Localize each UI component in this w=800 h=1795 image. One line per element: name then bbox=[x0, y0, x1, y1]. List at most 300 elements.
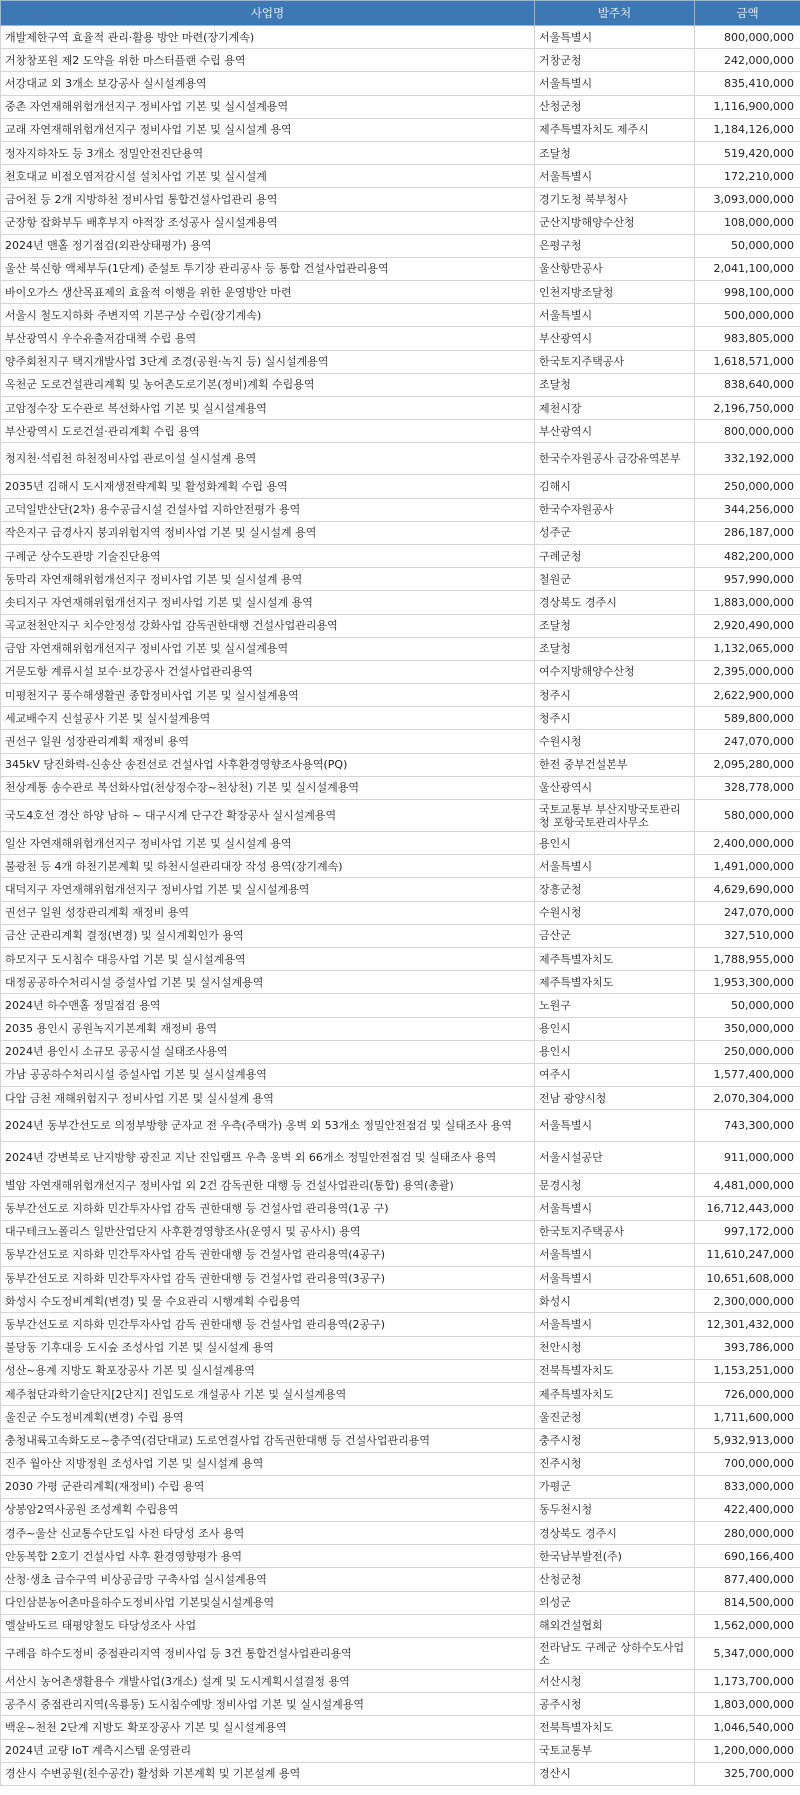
table-row bbox=[1, 637, 800, 660]
project-name-cell: 서산시 농어촌생활용수 개발사업(3개소) 설계 및 도시계획시설결정 용역 bbox=[1, 1670, 535, 1693]
table-row bbox=[1, 1475, 800, 1498]
amount-cell: 332,192,000 bbox=[695, 443, 800, 475]
project-name-cell: 동부간선도로 지하화 민간투자사업 감독 권한대행 등 건설사업 관리용역(1공 구) bbox=[1, 1197, 535, 1220]
client-cell: 부산광역시 bbox=[535, 327, 695, 350]
client-cell: 금산군 bbox=[535, 924, 695, 947]
table-row bbox=[1, 971, 800, 994]
table-row bbox=[1, 1063, 800, 1086]
table-row bbox=[1, 776, 800, 799]
table-row bbox=[1, 1197, 800, 1220]
project-name-cell: 충청내륙고속화도로~충주역(검단대교) 도로연결사업 감독권한대행 등 건설사업관리용역 bbox=[1, 1429, 535, 1452]
project-name-cell: 2024년 교량 IoT 계측시스템 운영관리 bbox=[1, 1739, 535, 1762]
project-name-cell: 미평천지구 풍수해생활권 종합정비사업 기본 및 실시설계용역 bbox=[1, 684, 535, 707]
amount-cell: 4,629,690,000 bbox=[695, 878, 800, 901]
client-cell: 화성시 bbox=[535, 1290, 695, 1313]
client-cell: 한국남부발전(주) bbox=[535, 1545, 695, 1568]
table-row bbox=[1, 498, 800, 521]
table-row bbox=[1, 994, 800, 1017]
project-name-cell: 금산 군관리계획 결정(변경) 및 실시계획인가 용역 bbox=[1, 924, 535, 947]
amount-cell: 1,883,000,000 bbox=[695, 591, 800, 614]
table-row bbox=[1, 521, 800, 544]
table-row bbox=[1, 72, 800, 95]
table-row bbox=[1, 1017, 800, 1040]
client-cell: 수원시청 bbox=[535, 730, 695, 753]
client-cell: 한국토지주택공사 bbox=[535, 1220, 695, 1243]
client-cell: 용인시 bbox=[535, 832, 695, 855]
amount-cell: 108,000,000 bbox=[695, 211, 800, 234]
amount-cell: 280,000,000 bbox=[695, 1522, 800, 1545]
client-cell: 서울특별시 bbox=[535, 1243, 695, 1266]
client-cell: 서울특별시 bbox=[535, 26, 695, 49]
table-row bbox=[1, 1359, 800, 1382]
table-row bbox=[1, 304, 800, 327]
project-name-cell: 작은지구 급경사지 붕괴위험지역 정비사업 기본 및 실시설계 용역 bbox=[1, 521, 535, 544]
table-row bbox=[1, 475, 800, 498]
client-cell: 경기도청 북부청사 bbox=[535, 188, 695, 211]
table-row bbox=[1, 1614, 800, 1637]
amount-cell: 12,301,432,000 bbox=[695, 1313, 800, 1336]
client-cell: 서울특별시 bbox=[535, 1313, 695, 1336]
amount-cell: 911,000,000 bbox=[695, 1142, 800, 1174]
project-name-cell: 다압 금천 재해위험지구 정비사업 기본 및 실시설계 용역 bbox=[1, 1087, 535, 1110]
table-row bbox=[1, 188, 800, 211]
client-cell: 노원구 bbox=[535, 994, 695, 1017]
table-row bbox=[1, 1591, 800, 1614]
amount-cell: 10,651,608,000 bbox=[695, 1267, 800, 1290]
project-name-cell: 경산시 수변공원(친수공간) 활성화 기본계획 및 기본설계 용역 bbox=[1, 1762, 535, 1785]
client-cell: 서울특별시 bbox=[535, 304, 695, 327]
amount-cell: 690,166,400 bbox=[695, 1545, 800, 1568]
client-cell: 군산지방해양수산청 bbox=[535, 211, 695, 234]
project-name-cell: 산청·생초 급수구역 비상공급망 구축사업 실시설계용역 bbox=[1, 1568, 535, 1591]
client-cell: 한전 중부건설본부 bbox=[535, 753, 695, 776]
project-name-header: 사업명 bbox=[1, 1, 535, 26]
amount-cell: 743,300,000 bbox=[695, 1110, 800, 1142]
table-row bbox=[1, 397, 800, 420]
table-row bbox=[1, 165, 800, 188]
amount-cell: 5,347,000,000 bbox=[695, 1638, 800, 1670]
table-row bbox=[1, 1716, 800, 1739]
client-cell: 조달청 bbox=[535, 141, 695, 164]
amount-cell: 328,778,000 bbox=[695, 776, 800, 799]
project-name-cell: 구례군 상수도관망 기술진단용역 bbox=[1, 544, 535, 567]
client-cell: 거창군청 bbox=[535, 49, 695, 72]
amount-cell: 997,172,000 bbox=[695, 1220, 800, 1243]
amount-cell: 838,640,000 bbox=[695, 373, 800, 396]
project-name-cell: 2035 용인시 공원녹지기본계획 재정비 용역 bbox=[1, 1017, 535, 1040]
amount-cell: 250,000,000 bbox=[695, 475, 800, 498]
project-name-cell: 2024년 용인시 소규모 공공시설 실태조사용역 bbox=[1, 1040, 535, 1063]
amount-cell: 2,920,490,000 bbox=[695, 614, 800, 637]
amount-cell: 800,000,000 bbox=[695, 26, 800, 49]
client-cell: 장흥군청 bbox=[535, 878, 695, 901]
amount-cell: 1,046,540,000 bbox=[695, 1716, 800, 1739]
project-name-cell: 서강대교 외 3개소 보강공사 실시설계용역 bbox=[1, 72, 535, 95]
client-cell: 서산시청 bbox=[535, 1670, 695, 1693]
table-row bbox=[1, 1290, 800, 1313]
amount-cell: 2,300,000,000 bbox=[695, 1290, 800, 1313]
table-row bbox=[1, 660, 800, 683]
client-cell: 울진군청 bbox=[535, 1406, 695, 1429]
project-name-cell: 권선구 일원 성장관리계획 재정비 용역 bbox=[1, 901, 535, 924]
project-name-cell: 금어천 등 2개 지방하천 정비사업 통합건설사업관리 용역 bbox=[1, 188, 535, 211]
project-name-cell: 가남 공공하수처리시설 증설사업 기본 및 실시설계용역 bbox=[1, 1063, 535, 1086]
amount-cell: 350,000,000 bbox=[695, 1017, 800, 1040]
amount-cell: 247,070,000 bbox=[695, 901, 800, 924]
amount-cell: 519,420,000 bbox=[695, 141, 800, 164]
table-row bbox=[1, 1220, 800, 1243]
amount-cell: 242,000,000 bbox=[695, 49, 800, 72]
amount-cell: 983,805,000 bbox=[695, 327, 800, 350]
table-row bbox=[1, 49, 800, 72]
client-cell: 동두천시청 bbox=[535, 1498, 695, 1521]
table-row bbox=[1, 443, 800, 475]
client-cell: 성주군 bbox=[535, 521, 695, 544]
table-body bbox=[1, 26, 800, 1786]
table-row bbox=[1, 730, 800, 753]
table-row bbox=[1, 753, 800, 776]
project-name-cell: 불당동 기후대응 도시숲 조성사업 기본 및 실시설계 용역 bbox=[1, 1336, 535, 1359]
project-name-cell: 대구테크노폴리스 일반산업단지 사후환경영향조사(운영시 및 공사시) 용역 bbox=[1, 1220, 535, 1243]
project-name-cell: 화성시 수도정비계획(변경) 및 물 수요관리 시행계획 수립용역 bbox=[1, 1290, 535, 1313]
amount-cell: 1,200,000,000 bbox=[695, 1739, 800, 1762]
amount-cell: 327,510,000 bbox=[695, 924, 800, 947]
amount-cell: 500,000,000 bbox=[695, 304, 800, 327]
table-row bbox=[1, 1545, 800, 1568]
client-cell: 제천시장 bbox=[535, 397, 695, 420]
amount-header: 금액 bbox=[695, 1, 800, 26]
project-name-cell: 금암 자연재해위험개선지구 정비사업 기본 및 실시설계용역 bbox=[1, 637, 535, 660]
amount-cell: 700,000,000 bbox=[695, 1452, 800, 1475]
client-cell: 청주시 bbox=[535, 684, 695, 707]
amount-cell: 250,000,000 bbox=[695, 1040, 800, 1063]
amount-cell: 800,000,000 bbox=[695, 420, 800, 443]
project-name-cell: 안동복합 2호기 건설사업 사후 환경영향평가 용역 bbox=[1, 1545, 535, 1568]
amount-cell: 580,000,000 bbox=[695, 800, 800, 832]
amount-cell: 393,786,000 bbox=[695, 1336, 800, 1359]
table-header-row bbox=[1, 1, 800, 26]
project-name-cell: 동부간선도로 지하화 민간투자사업 감독 권한대행 등 건설사업 관리용역(4공구) bbox=[1, 1243, 535, 1266]
table-row bbox=[1, 95, 800, 118]
client-cell: 전라남도 구례군 상하수도사업소 bbox=[535, 1638, 695, 1670]
amount-cell: 1,116,900,000 bbox=[695, 95, 800, 118]
client-cell: 김해시 bbox=[535, 475, 695, 498]
amount-cell: 2,400,000,000 bbox=[695, 832, 800, 855]
client-cell: 한국수자원공사 bbox=[535, 498, 695, 521]
client-cell: 용인시 bbox=[535, 1017, 695, 1040]
amount-cell: 814,500,000 bbox=[695, 1591, 800, 1614]
project-name-cell: 2030 가평 군관리계획(재정비) 수립 용역 bbox=[1, 1475, 535, 1498]
client-cell: 인천지방조달청 bbox=[535, 281, 695, 304]
table-row bbox=[1, 1174, 800, 1197]
client-cell: 구례군청 bbox=[535, 544, 695, 567]
table-row bbox=[1, 1040, 800, 1063]
project-name-cell: 백운~천천 2단계 지방도 확포장공사 기본 및 실시설계용역 bbox=[1, 1716, 535, 1739]
amount-cell: 325,700,000 bbox=[695, 1762, 800, 1785]
client-cell: 서울특별시 bbox=[535, 1267, 695, 1290]
table-row bbox=[1, 1429, 800, 1452]
client-cell: 산청군청 bbox=[535, 95, 695, 118]
table-row bbox=[1, 832, 800, 855]
client-cell: 용인시 bbox=[535, 1040, 695, 1063]
project-name-cell: 부산광역시 우수유출저감대책 수립 용역 bbox=[1, 327, 535, 350]
project-name-cell: 양주회천지구 택지개발사업 3단계 조경(공원·녹지 등) 실시설계용역 bbox=[1, 350, 535, 373]
amount-cell: 726,000,000 bbox=[695, 1382, 800, 1405]
client-cell: 여주시 bbox=[535, 1063, 695, 1086]
amount-cell: 2,395,000,000 bbox=[695, 660, 800, 683]
client-cell: 공주시청 bbox=[535, 1693, 695, 1716]
project-name-cell: 국도4호선 경산 하양 남하 ~ 대구시계 단구간 확장공사 실시설계용역 bbox=[1, 800, 535, 832]
project-name-cell: 2024년 동부간선도로 의정부방향 군자교 전 우측(주택가) 옹벽 외 53개소 정밀안전점검 및 실태조사 용역 bbox=[1, 1110, 535, 1142]
amount-cell: 172,210,000 bbox=[695, 165, 800, 188]
table-row bbox=[1, 800, 800, 832]
table-row bbox=[1, 1762, 800, 1785]
client-cell: 산청군청 bbox=[535, 1568, 695, 1591]
client-cell: 경상북도 경주시 bbox=[535, 1522, 695, 1545]
amount-cell: 422,400,000 bbox=[695, 1498, 800, 1521]
amount-cell: 2,622,900,000 bbox=[695, 684, 800, 707]
project-name-cell: 중촌 자연재해위험개선지구 정비사업 기본 및 실시설계용역 bbox=[1, 95, 535, 118]
project-name-cell: 하모지구 도시침수 대응사업 기본 및 실시설계용역 bbox=[1, 947, 535, 970]
project-name-cell: 울산 북신항 액체부두(1단계) 준설토 투기장 관리공사 등 통합 건설사업관리용역 bbox=[1, 257, 535, 280]
table-row bbox=[1, 568, 800, 591]
amount-cell: 247,070,000 bbox=[695, 730, 800, 753]
client-cell: 수원시청 bbox=[535, 901, 695, 924]
project-name-cell: 진주 월아산 지방정원 조성사업 기본 및 실시설계 용역 bbox=[1, 1452, 535, 1475]
table-row bbox=[1, 1406, 800, 1429]
client-cell: 제주특별자치도 제주시 bbox=[535, 118, 695, 141]
table-row bbox=[1, 1243, 800, 1266]
project-name-cell: 대정공공하수처리시설 증설사업 기본 및 실시설계용역 bbox=[1, 971, 535, 994]
amount-cell: 998,100,000 bbox=[695, 281, 800, 304]
project-name-cell: 2035년 김해시 도시재생전략계획 및 활성화계획 수립 용역 bbox=[1, 475, 535, 498]
table-row bbox=[1, 1142, 800, 1174]
project-name-cell: 동부간선도로 지하화 민간투자사업 감독 권한대행 등 건설사업 관리용역(2공구) bbox=[1, 1313, 535, 1336]
project-name-cell: 대덕지구 자연재해위험개선지구 정비사업 기본 및 실시설계용역 bbox=[1, 878, 535, 901]
amount-cell: 1,132,065,000 bbox=[695, 637, 800, 660]
table-row bbox=[1, 1336, 800, 1359]
table-row bbox=[1, 901, 800, 924]
project-name-cell: 공주시 중점관리지역(옥룡동) 도시침수예방 정비사업 기본 및 실시설계용역 bbox=[1, 1693, 535, 1716]
client-cell: 서울시설공단 bbox=[535, 1142, 695, 1174]
amount-cell: 50,000,000 bbox=[695, 234, 800, 257]
client-cell: 전남 광양시청 bbox=[535, 1087, 695, 1110]
project-name-cell: 제주첨단과학기술단지[2단지] 진입도로 개설공사 기본 및 실시설계용역 bbox=[1, 1382, 535, 1405]
amount-cell: 1,953,300,000 bbox=[695, 971, 800, 994]
table-row bbox=[1, 141, 800, 164]
table-row bbox=[1, 1498, 800, 1521]
table-row bbox=[1, 350, 800, 373]
table-row bbox=[1, 924, 800, 947]
table-row bbox=[1, 118, 800, 141]
amount-cell: 835,410,000 bbox=[695, 72, 800, 95]
table-row bbox=[1, 878, 800, 901]
client-cell: 조달청 bbox=[535, 373, 695, 396]
table-row bbox=[1, 1087, 800, 1110]
table-row bbox=[1, 1452, 800, 1475]
table-row bbox=[1, 281, 800, 304]
table-row bbox=[1, 1382, 800, 1405]
table-row bbox=[1, 1693, 800, 1716]
client-cell: 청주시 bbox=[535, 707, 695, 730]
project-name-cell: 경주~울산 신교통수단도입 사전 타당성 조사 용역 bbox=[1, 1522, 535, 1545]
client-cell: 조달청 bbox=[535, 637, 695, 660]
amount-cell: 482,200,000 bbox=[695, 544, 800, 567]
table-row bbox=[1, 1522, 800, 1545]
project-name-cell: 곡교천천안지구 치수안정성 강화사업 감독권한대행 건설사업관리용역 bbox=[1, 614, 535, 637]
project-name-cell: 별암 자연재해위험개선지구 정비사업 외 2건 감독권한 대행 등 건설사업관리(통합) 용역(총괄) bbox=[1, 1174, 535, 1197]
project-name-cell: 서울시 철도지하화 주변지역 기본구상 수립(장기계속) bbox=[1, 304, 535, 327]
project-name-cell: 울진군 수도정비계획(변경) 수립 용역 bbox=[1, 1406, 535, 1429]
project-name-cell: 일산 자연재해위험개선지구 정비사업 기본 및 실시설계 용역 bbox=[1, 832, 535, 855]
amount-cell: 4,481,000,000 bbox=[695, 1174, 800, 1197]
project-name-cell: 솟티지구 자연재해위험개선지구 정비사업 기본 및 실시설계 용역 bbox=[1, 591, 535, 614]
client-cell: 제주특별자치도 bbox=[535, 947, 695, 970]
table-row bbox=[1, 684, 800, 707]
project-name-cell: 개발제한구역 효율적 관리·활용 방안 마련(장기계속) bbox=[1, 26, 535, 49]
project-name-cell: 동부간선도로 지하화 민간투자사업 감독 권한대행 등 건설사업 관리용역(3공구) bbox=[1, 1267, 535, 1290]
table-row bbox=[1, 26, 800, 49]
project-name-cell: 불광천 등 4개 하천기본계획 및 하천시설관리대장 작성 용역(장기계속) bbox=[1, 855, 535, 878]
amount-cell: 877,400,000 bbox=[695, 1568, 800, 1591]
amount-cell: 50,000,000 bbox=[695, 994, 800, 1017]
client-cell: 전북특별자치도 bbox=[535, 1359, 695, 1382]
amount-cell: 1,618,571,000 bbox=[695, 350, 800, 373]
client-cell: 문경시청 bbox=[535, 1174, 695, 1197]
amount-cell: 1,711,600,000 bbox=[695, 1406, 800, 1429]
client-cell: 해외건설협회 bbox=[535, 1614, 695, 1637]
project-name-cell: 엘살바도르 태평양철도 타당성조사 사업 bbox=[1, 1614, 535, 1637]
project-name-cell: 군장항 잡화부두 배후부지 야적장 조성공사 실시설계용역 bbox=[1, 211, 535, 234]
amount-cell: 1,562,000,000 bbox=[695, 1614, 800, 1637]
client-cell: 제주특별자치도 bbox=[535, 971, 695, 994]
client-cell: 경상북도 경주시 bbox=[535, 591, 695, 614]
project-name-cell: 상봉암2역사공원 조성계획 수립용역 bbox=[1, 1498, 535, 1521]
table-row bbox=[1, 614, 800, 637]
table-row bbox=[1, 1739, 800, 1762]
client-cell: 국토교통부 부산지방국토관리청 포항국토관리사무소 bbox=[535, 800, 695, 832]
project-name-cell: 다인삼분농어촌마을하수도정비사업 기본및실시설계용역 bbox=[1, 1591, 535, 1614]
client-cell: 진주시청 bbox=[535, 1452, 695, 1475]
client-cell: 은평구청 bbox=[535, 234, 695, 257]
project-name-cell: 거창창포원 제2 도약을 위한 마스터플랜 수립 용역 bbox=[1, 49, 535, 72]
client-cell: 국토교통부 bbox=[535, 1739, 695, 1762]
project-name-cell: 2024년 맨홀 정기점검(외관상태평가) 용역 bbox=[1, 234, 535, 257]
amount-cell: 1,577,400,000 bbox=[695, 1063, 800, 1086]
amount-cell: 833,000,000 bbox=[695, 1475, 800, 1498]
amount-cell: 2,095,280,000 bbox=[695, 753, 800, 776]
amount-cell: 2,196,750,000 bbox=[695, 397, 800, 420]
client-cell: 한국토지주택공사 bbox=[535, 350, 695, 373]
amount-cell: 5,932,913,000 bbox=[695, 1429, 800, 1452]
table-row bbox=[1, 234, 800, 257]
client-cell: 의성군 bbox=[535, 1591, 695, 1614]
project-name-cell: 청지천·석림천 하천정비사업 관로이설 실시설계 용역 bbox=[1, 443, 535, 475]
table-row bbox=[1, 544, 800, 567]
client-cell: 울산광역시 bbox=[535, 776, 695, 799]
client-cell: 조달청 bbox=[535, 614, 695, 637]
client-cell: 서울특별시 bbox=[535, 72, 695, 95]
project-name-cell: 부산광역시 도로건설·관리계획 수립 용역 bbox=[1, 420, 535, 443]
project-name-cell: 옥천군 도로건설관리계획 및 농어촌도로기본(정비)계획 수립용역 bbox=[1, 373, 535, 396]
client-cell: 가평군 bbox=[535, 1475, 695, 1498]
project-name-cell: 345kV 당진화력-신송산 송전선로 건설사업 사후환경영향조사용역(PQ) bbox=[1, 753, 535, 776]
table-row bbox=[1, 327, 800, 350]
table-row bbox=[1, 947, 800, 970]
client-cell: 서울특별시 bbox=[535, 855, 695, 878]
table-row bbox=[1, 211, 800, 234]
table-row bbox=[1, 420, 800, 443]
amount-cell: 3,093,000,000 bbox=[695, 188, 800, 211]
client-cell: 경산시 bbox=[535, 1762, 695, 1785]
client-cell: 서울특별시 bbox=[535, 165, 695, 188]
table-row bbox=[1, 1313, 800, 1336]
project-name-cell: 교래 자연재해위험개선지구 정비사업 기본 및 실시설계 용역 bbox=[1, 118, 535, 141]
client-cell: 한국수자원공사 금강유역본부 bbox=[535, 443, 695, 475]
project-name-cell: 2024년 하수맨홀 정밀점검 용역 bbox=[1, 994, 535, 1017]
amount-cell: 1,803,000,000 bbox=[695, 1693, 800, 1716]
client-cell: 부산광역시 bbox=[535, 420, 695, 443]
table-row bbox=[1, 1267, 800, 1290]
amount-cell: 1,153,251,000 bbox=[695, 1359, 800, 1382]
amount-cell: 286,187,000 bbox=[695, 521, 800, 544]
table-row bbox=[1, 257, 800, 280]
amount-cell: 344,256,000 bbox=[695, 498, 800, 521]
client-cell: 여수지방해양수산청 bbox=[535, 660, 695, 683]
project-name-cell: 성산~용계 지방도 확포장공사 기본 및 실시설계용역 bbox=[1, 1359, 535, 1382]
client-cell: 서울특별시 bbox=[535, 1110, 695, 1142]
amount-cell: 11,610,247,000 bbox=[695, 1243, 800, 1266]
project-name-cell: 고덕일반산단(2차) 용수공급시설 건설사업 지하안전평가 용역 bbox=[1, 498, 535, 521]
client-cell: 충주시청 bbox=[535, 1429, 695, 1452]
project-name-cell: 구례읍 하수도정비 중점관리지역 정비사업 등 3건 통합건설사업관리용역 bbox=[1, 1638, 535, 1670]
client-cell: 울산항만공사 bbox=[535, 257, 695, 280]
client-cell: 전북특별자치도 bbox=[535, 1716, 695, 1739]
amount-cell: 957,990,000 bbox=[695, 568, 800, 591]
table-row bbox=[1, 1638, 800, 1670]
project-name-cell: 거문도항 계류시설 보수·보강공사 건설사업관리용역 bbox=[1, 660, 535, 683]
amount-cell: 1,788,955,000 bbox=[695, 947, 800, 970]
project-name-cell: 정자지하차도 등 3개소 정밀안전진단용역 bbox=[1, 141, 535, 164]
project-name-cell: 바이오가스 생산목표제의 효율적 이행을 위한 운영방안 마련 bbox=[1, 281, 535, 304]
amount-cell: 16,712,443,000 bbox=[695, 1197, 800, 1220]
amount-cell: 1,491,000,000 bbox=[695, 855, 800, 878]
amount-cell: 2,041,100,000 bbox=[695, 257, 800, 280]
table-row bbox=[1, 373, 800, 396]
client-header: 발주처 bbox=[535, 1, 695, 26]
table-row bbox=[1, 855, 800, 878]
project-name-cell: 고암정수장 도수관로 복선화사업 기본 및 실시설계용역 bbox=[1, 397, 535, 420]
project-name-cell: 천호대교 비점오염저감시설 설치사업 기본 및 실시설계 bbox=[1, 165, 535, 188]
amount-cell: 2,070,304,000 bbox=[695, 1087, 800, 1110]
client-cell: 서울특별시 bbox=[535, 1197, 695, 1220]
table-row bbox=[1, 1110, 800, 1142]
project-name-cell: 2024년 강변북로 난지방향 광진교 지난 진입램프 우측 옹벽 외 66개소 정밀안전점검 및 실태조사 용역 bbox=[1, 1142, 535, 1174]
table-row bbox=[1, 1670, 800, 1693]
amount-cell: 1,173,700,000 bbox=[695, 1670, 800, 1693]
table-row bbox=[1, 707, 800, 730]
project-name-cell: 권선구 일원 성장관리계획 재정비 용역 bbox=[1, 730, 535, 753]
table-row bbox=[1, 1568, 800, 1591]
client-cell: 철원군 bbox=[535, 568, 695, 591]
amount-cell: 1,184,126,000 bbox=[695, 118, 800, 141]
table-row bbox=[1, 591, 800, 614]
project-name-cell: 동막리 자연재해위험개선지구 정비사업 기본 및 실시설계 용역 bbox=[1, 568, 535, 591]
project-name-cell: 세교배수지 신설공사 기본 및 실시설계용역 bbox=[1, 707, 535, 730]
client-cell: 제주특별자치도 bbox=[535, 1382, 695, 1405]
client-cell: 천안시청 bbox=[535, 1336, 695, 1359]
amount-cell: 589,800,000 bbox=[695, 707, 800, 730]
